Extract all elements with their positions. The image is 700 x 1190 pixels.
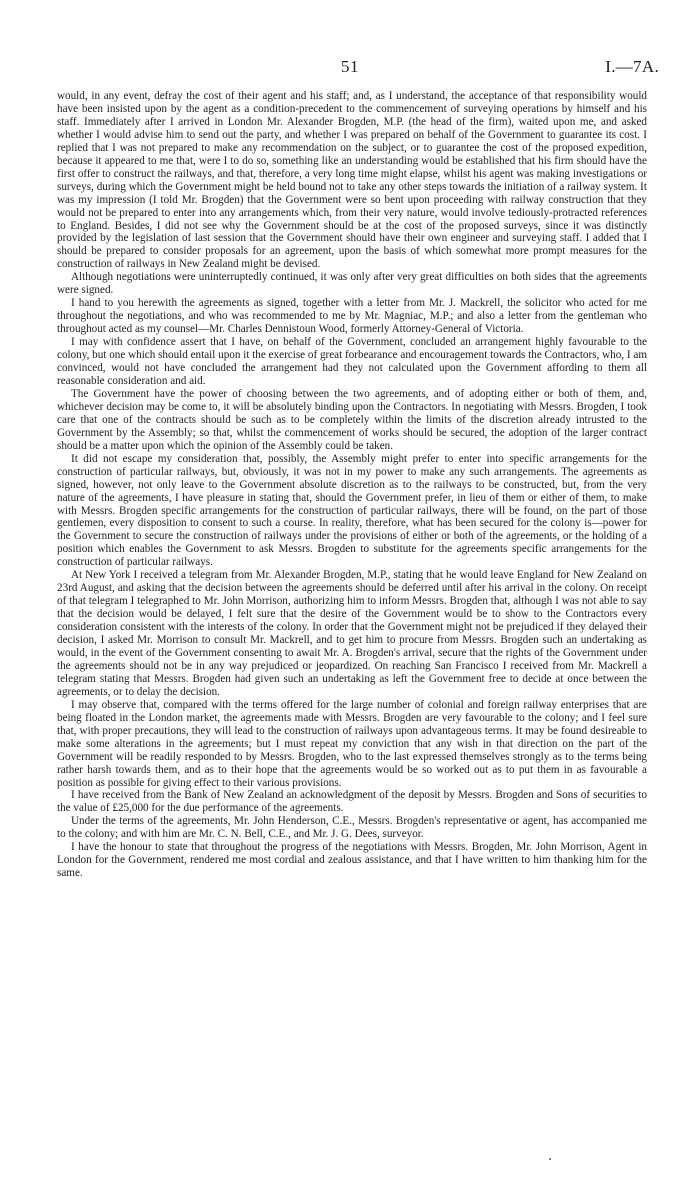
body-text [57, 90, 647, 880]
paragraph: I may with confidence assert that I have, on behalf of the Government, concluded an arrangement highly favourable to the colony, but one which should entail upon it the exercise of great forbearance and encouragement towards the Contractors, who, I am convinced, would not have concluded the arrangement had they not calculated upon the Government affording to them all reasonable consideration and aid. [57, 336, 647, 387]
paragraph: Although negotiations were uninterruptedly continued, it was only after very great difficulties on both sides that the agreements were signed. [57, 271, 647, 297]
paragraph: It did not escape my consideration that, possibly, the Assembly might prefer to enter into specific arrangements for the construction of particular railways, but, obviously, it was not in my power to make any such arrangements. The agreements as signed, however, not only leave to the Government absolute discretion as to the railways to be constructed, but, from the very nature of the agreements, I have pleasure in stating that, should the Government prefer, in lieu of them or either of them, to make with Messrs. Brogden specific arrangements for the construction of particular railways, there will be found, on the part of those gentlemen, every disposition to consent to such a course. In reality, therefore, what has been secured for the colony is—power for the Government to secure the construction of railways under the provisions of either or both of the agreements, or the holding of a position which enables the Government to ask Messrs. Brogden to substitute for the agreements specific arrangements for the construction of particular railways. [57, 452, 647, 569]
paragraph: Under the terms of the agreements, Mr. John Henderson, C.E., Messrs. Brogden's representative or agent, has accompanied me to the colony; and with him are Mr. C. N. Bell, C.E., and Mr. J. G. Dees, surveyor. [57, 815, 647, 841]
paragraph: I may observe that, compared with the terms offered for the large number of colonial and foreign railway enterprises that are being floated in the London market, the agreements made with Messrs. Brogden are very favourable to the colony; and I feel sure that, with proper precautions, they will lead to the construction of railways upon advantageous terms. It may be found desireable to make some alterations in the agreements; but I must repeat my conviction that any wish in that direction on the part of the Government will be readily responded to by Messrs. Brogden, who to the last expressed themselves strongly as to the terms being rather harsh towards them, and as to their hope that the agreements would be so worked out as to put them in as favourable a position as possible for giving effect to their various provisions. [57, 698, 647, 789]
paragraph: I have received from the Bank of New Zealand an acknowledgment of the deposit by Messrs. Brogden and Sons of securities to the value of £25,000 for the due performance of the agreements. [57, 789, 647, 815]
paragraph: I have the honour to state that throughout the progress of the negotiations with Messrs. Brogden, Mr. John Morrison, Agent in London for the Government, rendered me most cordial and zealous assistance, and that I have written to him thanking him for the same. [57, 841, 647, 880]
paragraph: The Government have the power of choosing between the two agreements, and of adopting either or both of them, and, whichever decision may be come to, it will be absolutely binding upon the Contractors. In negotiating with Messrs. Brogden, I took care that one of the contracts should be such as to be completely within the limits of the discretion already intrusted to the Government by the Assembly; so that, whilst the commencement of works should be secured, the adoption of the larger contract should be a matter upon which the opinion of the Assembly could be taken. [57, 387, 647, 452]
paragraph-continuation: would, in any event, defray the cost of their agent and his staff; and, as I understand, the acceptance of that responsibility would have been insisted upon by the agent as a condition-precedent to the commencement of surveying operations by himself and his staff. Immediately after I arrived in London Mr. Alexander Brogden, M.P. (the head of the firm), waited upon me, and asked whether I would advise him to send out the party, and whether I was prepared on behalf of the Government to guarantee its cost. I replied that I was not prepared to make any recommendation on the subject, or to guarantee the cost of the proposed expedition, because it appeared to me that, were I to do so, something like an understanding would be established that his firm should have the first offer to construct the railways, and that, therefore, a very long time might elapse, whilst his agent was making investigations or surveys, during which the Government might be held bound not to take any other steps towards the initiation of a railway system. It was my impression (I told Mr. Brogden) that the Government were so bent upon proceeding with railway construction that they would not be prepared to enter into any arrangements which, from their very nature, would involve tediously-protracted references to England. Besides, I did not see why the Government should be at the cost of the proposed surveys, since it was distinctly provided by the legislation of last session that the Government should have their own engineer and surveying staff. I added that I should be prepared to consider proposals for an agreement, upon the basis of which somewhat more prompt measures for the construction of railways in New Zealand might be devised. [57, 90, 647, 271]
page-number: 51 [341, 57, 359, 76]
paragraph: I hand to you herewith the agreements as signed, together with a letter from Mr. J. Mackrell, the solicitor who acted for me throughout the negotiations, and who was recommended to me by Mr. Magniac, M.P.; and also a letter from the gentleman who throughout acted as my counsel—Mr. Charles Dennistoun Wood, formerly Attorney-General of Victoria. [57, 297, 647, 336]
print-speck [549, 1158, 551, 1160]
paragraph: At New York I received a telegram from Mr. Alexander Brogden, M.P., stating that he would leave England for New Zealand on 23rd August, and asking that the decision between the agreements should be deferred until after his arrival in the colony. On receipt of that telegram I telegraphed to Mr. John Morrison, authorizing him to inform Messrs. Brogden that, although I was not able to say that the decision would be delayed, I felt sure that the desire of the Government would be to show to the Contractors every consideration consistent with the interests of the colony. In order that the Government might not be prejudiced if they delayed their decision, I asked Mr. Morrison to consult Mr. Mackrell, and to get him to procure from Messrs. Brogden such an undertaking as would, in the event of the Government consenting to await Mr. A. Brogden's arrival, secure that the rights of the Government under the agreements should not be in any way prejudiced or jeopardized. On reaching San Francisco I received from Mr. Mackrell a telegram stating that Messrs. Brogden had given such an undertaking as left the Government free to decide at once between the agreements, or to delay the decision. [57, 569, 647, 698]
document-reference: I.—7A. [605, 57, 659, 76]
